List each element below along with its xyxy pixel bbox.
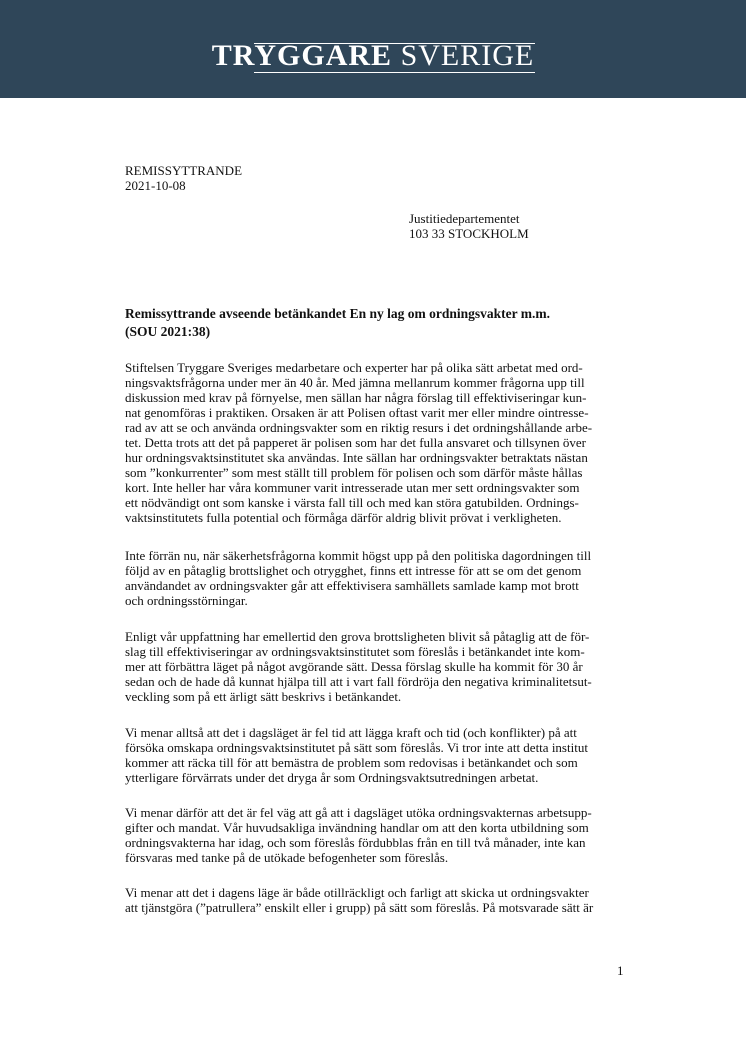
recipient-city: 103 33 STOCKHOLM [409,226,529,241]
document-type: REMISSYTTRANDE [125,163,243,178]
body-paragraph-1: Stiftelsen Tryggare Sveriges medarbetare och experter har på olika sätt arbetat med ord- ningsvaktsfrågorna under mer än 40 år. Med jämna mellanrum kommer frågorna upp till diskussion med krav på förnyelse, men sällan har några förslag till effektiviseringar kun- nat genomföras i praktiken. Orsaken är att Polisen oftast varit mer eller mindre ointresse- rad av att se och använda ordningsvakter som en riktig resurs i det ordningshållande arbe- tet. Detta trots att det på papperet är polisen som har det fulla ansvaret och tillsynen över hur ordningsvaktsinstitutet ska användas. Inte sällan har ordningsvakter betraktats nästan som ”konkurrenter” som mest ställt till problem för polisen och som därför måste hållas kort. Inte heller har våra kommuner varit intresserade utan mer sett ordningsvakter som ett nödvändigt ont som kanske i värsta fall till och med kan störa gatubilden. Ordnings- vaktsinstitutets fulla potential och förmåga därför aldrig blivit prövat i verkligheten. [125,360,593,525]
brand-bottom-rule [254,72,535,73]
title-line-2: (SOU 2021:38) [125,324,211,339]
document-date: 2021-10-08 [125,178,186,193]
title-line-1: Remissyttrande avseende betänkandet En ny lag om ordningsvakter m.m. [125,306,551,321]
body-paragraph-5: Vi menar därför att det är fel väg att gå att i dagsläget utöka ordningsvakternas arbetsupp- gifter och mandat. Vår huvudsakliga invändning handlar om att den korta utbildning som ordningsvakterna har idag, och som föreslås fördubblas från en till två månader, inte kan försvaras med tanke på de utökade befogenheter som föreslås. [125,805,592,865]
page-number: 1 [617,963,624,978]
document-title [125,305,625,341]
body-paragraph-6: Vi menar att det i dagens läge är både otillräckligt och farligt att skicka ut ordningsvakter att tjänstgöra (”patrullera” enskilt eller i grupp) på sätt som föreslås. På motsvarade sätt är [125,885,594,915]
body-paragraph-4: Vi menar alltså att det i dagsläget är fel tid att lägga kraft och tid (och konflikter) på att försöka omskapa ordningsvaktsinstitutet på sätt som föreslås. Vi tror inte att detta institut kommer att räcka till för att bemästra de problem som redovisas i betänkandet och som ytterligare förvärrats under det dryga år som Ordningsvaktsutredningen arbetat. [125,725,588,785]
recipient-address [409,211,529,241]
header-banner [0,0,746,98]
brand-word-1: TRYGGARE [211,39,393,72]
body-paragraph-3: Enligt vår uppfattning har emellertid den grova brottsligheten blivit så påtaglig att de för- slag till effektiviseringar av ordningsvaktsinstitutet som föreslås i betänkandet inte kom- mer att förbättra läget på något avgörande sätt. Dessa förslag skulle ha kommit för 30 år sedan och de hade då kunnat hjälpa till att i vart fall fördröja den negativa kriminalitetsut- veckling som på ett ärligt sätt beskrivs i betänkandet. [125,629,592,704]
document-meta [125,163,242,193]
body-paragraph-2: Inte förrän nu, när säkerhetsfrågorna kommit högst upp på den politiska dagordningen till följd av en påtaglig brottslighet och otrygghet, finns ett intresse för att se om det genom användandet av ordningsvakter går att effektivisera samhällets samlade kamp mot brott och ordningsstörningar. [125,548,592,608]
brand-logo [0,40,746,72]
brand-word-2: SVERIGE [400,39,535,72]
recipient-name: Justitiedepartementet [409,211,520,226]
